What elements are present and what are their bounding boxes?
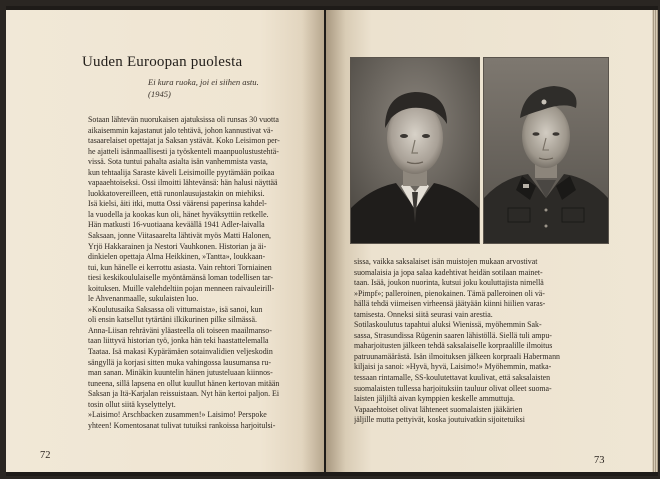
page-number-right: 73	[594, 455, 605, 466]
text-line: »Koulutusaika Saksassa oli vittumaista», isä sanoi, kun	[88, 304, 263, 314]
left-page-body	[88, 115, 300, 431]
text-line: maharjoitusten jälkeen tehdä saksalaiselle korpraalille ilmoitus	[354, 341, 553, 351]
text-line: taan. Isää, joukon nuorinta, kutsui joku kouluttajista nimellä	[354, 278, 544, 288]
text-line: la vuodella ja kookas kun oli, hänet hyväksyttiin retkelle.	[88, 209, 269, 219]
text-line: Taataa. Isä makasi Kypärämäen sotainvalidien veljeskodin	[88, 347, 273, 357]
text-line: man sanan. Minäkin kuuntelin hänen jutusteluaan kiinnos-	[88, 368, 273, 378]
text-line: sissa, vaikka saksalaiset isän muistojen mukaan arvostivat	[354, 257, 538, 266]
text-line: kun tehtaalija Saraste käveli Leisimoille pyytämään poikaa	[88, 167, 275, 177]
portrait-photo-uniform	[484, 58, 608, 243]
text-line: Hän matkusti 16-vuotiaana keväällä 1941 Adler-laivalla	[88, 220, 265, 230]
text-line: suomalaisten tullessa harjoituksiin tauluur olivat olleet suoma-	[354, 383, 552, 393]
text-line: Anna-Liisan rehräväni yläasteella oli toiseen maailmanso-	[88, 325, 272, 335]
text-line: yhteen! Komentosanat tulivat tutuiksi rankoissa harjoitulsi-	[88, 420, 276, 430]
text-line: he ajatteli isänmaallisesti ja työskenteli maanpuolustustehtä-	[88, 146, 279, 156]
text-line: Yrjö Hakkarainen ja Nestori Vauhkonen. Historian ja äi-	[88, 241, 267, 251]
text-line: suomalaisia ja jopa salaa kadehtivat heidän sotilaan mainet-	[354, 267, 543, 277]
text-line: jäljille mutta pettyivät, koska joutuivatkin sijoitetuiksi	[354, 415, 525, 425]
portrait-photo-civilian	[351, 58, 479, 243]
text-line: »Laisimo! Arschbacken zusammen!» Laisimo! Perspoke	[88, 410, 267, 420]
text-line: tessaan rintamalle, SS-koulutettavat kuulivat, että saksalaisten	[354, 373, 551, 383]
left-page	[6, 10, 324, 472]
text-line: Sotilaskoulutus tapahtui aluksi Wienissä, myöhemmin Sak-	[354, 320, 542, 330]
text-line: koituksen. Muille valehdeltiin pojan menneen raivauleirill-	[88, 283, 275, 293]
chapter-motto	[148, 76, 259, 100]
open-book	[6, 6, 658, 476]
text-line: vapaaehtoiseksi. Ossi ilmoitti lähtevänsä: hän halusi näyttää	[88, 178, 278, 188]
text-line: Vapaaehtoiset olivat lähteneet suomalaisten jääkärien	[354, 404, 523, 414]
text-line: Saksaan, jonne Viitasaarelta lähtivät myös Matti Halonen,	[88, 231, 272, 241]
text-line: luokkatovereilleen, että runonlausujastakin on miehiksi.	[88, 188, 265, 198]
text-line: tamisesta. Onneksi siitä seurasi vain arestia.	[354, 309, 493, 319]
text-line: tui, kun hänelle ei kerrottu asiasta. Vain rehtori Torniainen	[88, 262, 272, 272]
text-line: laisten jäljiltä aivan kymppien keskelle ammuttuja.	[354, 394, 515, 404]
text-line: vissä. Sota tuntui pahalta asialta isän vanhemmista vasta,	[88, 157, 268, 167]
motto-text: Ei kura ruoka, joi ei siihen astu.	[148, 77, 259, 87]
chapter-title: Uuden Euroopan puolesta	[82, 54, 243, 70]
text-line: taan liittyvä historian työ, jonka hän teki haastattelemalla	[88, 336, 269, 346]
text-line: »Pimpf»; palleroinen, pienokainen. Tämä palleroinen oli vä-	[354, 288, 545, 298]
text-line: Saksan ja Itä-Karjalan reissuistaan. Nyt hän kertoi paljon. Ei	[88, 389, 280, 399]
right-page-body	[354, 257, 576, 426]
page-number-left: 72	[40, 450, 51, 461]
text-line: sassa, Strasundissa Rügenin saaren lähistöllä. Siellä tuli ampu-	[354, 330, 552, 340]
text-line: patruunamäärästä. Isän ilmoituksen jälkeen korpraali Habermann	[354, 351, 560, 361]
motto-year: (1945)	[148, 89, 171, 99]
text-line: oli ensin katsellut tytärtäni ilkikurinen pilke silmässä.	[88, 315, 257, 325]
text-line: Sotaan lähtevän nuorukaisen ajatuksissa oli runsas 30 vuotta	[88, 115, 279, 124]
text-line: le Ahvenanmaalle, sukulaisten luo.	[88, 294, 199, 304]
text-line: aikaisemmin kajastanut jalo tehtävä, johon kannustivat vä-	[88, 125, 274, 135]
text-line: hällä tehdä viimeisen virheensä jäätyään kiinni hiilien varas-	[354, 299, 546, 309]
text-line: tiesi keskikoululaiselle myöntämänsä loman todellisen tar-	[88, 273, 274, 283]
text-line: sängyllä ja korjasi sitten muka vahingossa lausumansa ru-	[88, 357, 271, 367]
text-line: dinkielen opettaja Alma Heikkinen, »Tantta», loukkaan-	[88, 252, 266, 262]
text-line: tosin ollut siitä kyselyttelyt.	[88, 399, 176, 409]
text-line: tuneena, sillä lapsena en ollut kuullut hänen kertovan mitään	[88, 378, 280, 388]
text-line: Isä kielsi, äiti itki, mutta Ossi väärensi paperinsa kahdel-	[88, 199, 267, 209]
page-edges	[652, 10, 658, 472]
text-line: tasaarelaiset opettajat ja Saksan ystävät. Koko Leisimon per-	[88, 136, 280, 146]
text-line: kiljaisi ja sanoi: »Hyvä, hyvä, Laisimo!» Myöhemmin, matka-	[354, 362, 552, 372]
